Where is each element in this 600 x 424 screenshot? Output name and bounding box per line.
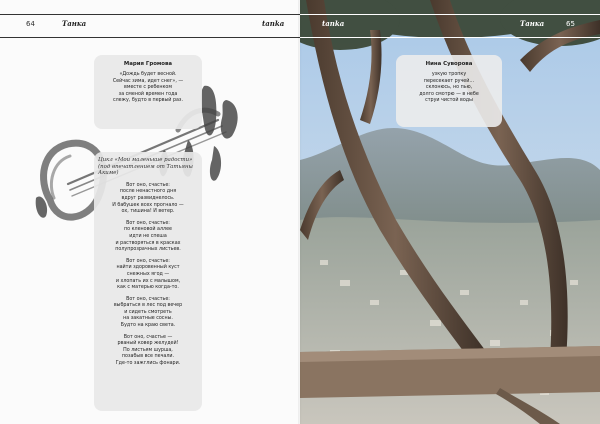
cycle-title: Цикл «Мои маленькие радости» (под впечатлением от Татьяны Акиме) <box>98 157 193 177</box>
running-header <box>300 14 600 38</box>
poem-line: на закатные сосны. <box>123 316 173 322</box>
running-title: Танка <box>62 19 87 28</box>
poem-author: Нина Суворова <box>425 61 473 67</box>
poem-line: рваный ковер желудей! <box>117 341 179 347</box>
running-title: Танка <box>520 19 545 28</box>
running-title-latin: tanka <box>322 19 345 28</box>
poem-line: По листьям шурша, <box>123 347 173 353</box>
poem-line: выбраться в лес под вечер <box>113 303 183 309</box>
poem-line: пересекает ручей… <box>423 78 475 84</box>
poem-line: по кленовой аллее <box>124 227 172 233</box>
poem-line: Вот оно, счастье — <box>123 334 173 340</box>
poem-line: Вот оно, счастье: <box>126 296 170 302</box>
poem-line: слежу, будто в первый раз. <box>112 98 184 104</box>
poem-line: и сидеть смотреть <box>124 309 172 315</box>
poem-line: Вот оно, счастье: <box>126 258 170 264</box>
running-header <box>0 14 300 38</box>
book-gutter-shadow <box>298 0 302 424</box>
poem-line: и растворяться в красках <box>115 240 181 246</box>
poem-line: струи чистой воды <box>425 98 473 104</box>
poem-line: Где-то зажглись фонари. <box>115 361 181 367</box>
poem-line: найти здоровенный куст <box>116 265 180 271</box>
poem-line: снежных ягод — <box>126 271 170 277</box>
poem-line: идти не спеша <box>129 233 167 239</box>
poem-line: ох, тишина! И ветер. <box>121 209 175 215</box>
poem-card-suvorova <box>396 55 502 127</box>
poem-line: Сейчас зима, идет снег», — <box>112 78 184 84</box>
page-number-right: 65 <box>566 20 575 28</box>
poem-line: узкую тропку <box>431 72 467 77</box>
poem-line: вместе с ребенком <box>124 85 172 91</box>
poem-line: «Дождь будет весной. <box>119 72 177 77</box>
page-number-left: 64 <box>26 20 35 28</box>
stanza <box>94 259 202 292</box>
poem-line: полупрозрачных листьев. <box>115 247 181 253</box>
poem-line: вдруг развиднелось. <box>121 195 175 201</box>
stanza <box>94 297 202 330</box>
running-title-latin: tanka <box>262 19 285 28</box>
poem-line: Вот оно, счастье: <box>126 182 170 188</box>
poem-line: долго смотрю — в небе <box>419 91 479 97</box>
poem-line: позабыв все печали. <box>121 354 175 360</box>
poem-line: И бабушек всех прогнало — <box>112 202 184 208</box>
right-page <box>300 0 600 424</box>
poem-line: и хлопать их с малышом, <box>115 278 181 284</box>
poem-line: склонюсь, но пью, <box>425 85 473 91</box>
poem-line: Будто на краю света. <box>120 323 176 329</box>
stanza <box>94 335 202 368</box>
poem-line: Вот оно, счастье: <box>126 220 170 226</box>
stanza <box>94 183 202 216</box>
poem-line: за сменой времен года <box>118 91 178 97</box>
poem-line: после ненастного дня <box>119 189 177 195</box>
poem-card-gromova <box>94 55 202 129</box>
poem-author: Мария Громова <box>123 61 173 67</box>
poem-line: как с матерью когда-то. <box>117 285 179 291</box>
stanza <box>94 221 202 254</box>
poem-card-cycle <box>94 152 202 411</box>
